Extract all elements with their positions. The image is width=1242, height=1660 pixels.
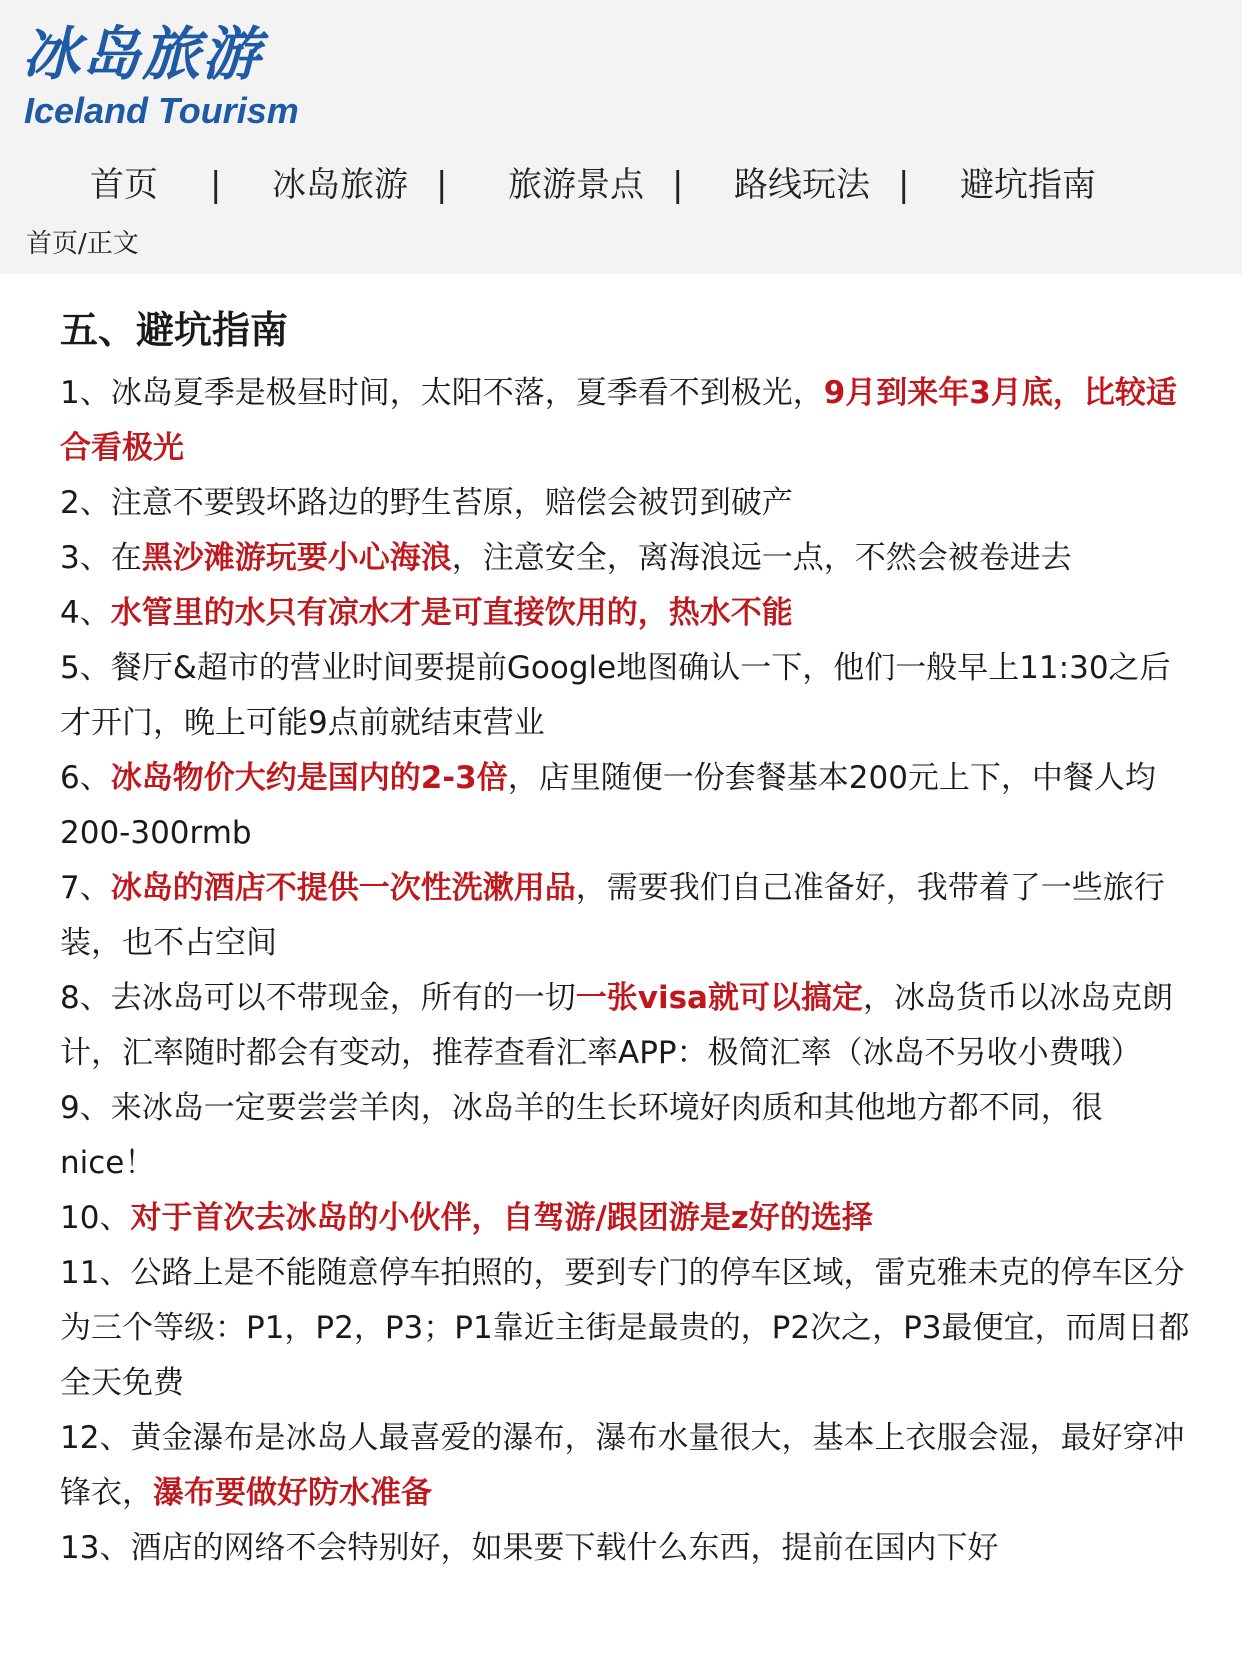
tip-highlight: 黑沙滩游玩要小心海浪 bbox=[141, 540, 452, 576]
nav-separator: | bbox=[672, 165, 684, 205]
tip-text: 4、 bbox=[60, 595, 111, 631]
tip-item bbox=[60, 1521, 1190, 1576]
nav-item-home[interactable]: 首页 bbox=[90, 165, 158, 205]
article-body bbox=[60, 300, 1190, 1576]
nav-item-iceland-travel[interactable]: 冰岛旅游 bbox=[272, 165, 408, 205]
tip-item bbox=[60, 366, 1190, 476]
tip-item bbox=[60, 641, 1190, 751]
tip-text: 2、注意不要毁坏路边的野生苔原，赔偿会被罚到破产 bbox=[60, 485, 793, 521]
tip-text: ，需要我们自己准备好，我带着了一些旅行装，也不占空间 bbox=[60, 870, 1165, 961]
tip-item bbox=[60, 1246, 1190, 1411]
tip-highlight: 冰岛的酒店不提供一次性洗漱用品 bbox=[110, 870, 576, 906]
tip-text: 12、黄金瀑布是冰岛人最喜爱的瀑布，瀑布水量很大，基本上衣服会湿，最好穿冲锋衣， bbox=[60, 1420, 1185, 1511]
tip-highlight: 冰岛物价大约是国内的2-3倍 bbox=[110, 760, 508, 796]
tip-highlight: 水管里的水只有凉水才是可直接饮用的，热水不能 bbox=[110, 595, 793, 631]
tip-text: 3、在 bbox=[60, 540, 142, 576]
tip-text: 13、酒店的网络不会特别好，如果要下载什么东西，提前在国内下好 bbox=[60, 1530, 999, 1566]
tip-item bbox=[60, 1411, 1190, 1521]
tip-highlight: 对于首次去冰岛的小伙伴，自驾游/跟团游是z好的选择 bbox=[130, 1200, 873, 1236]
breadcrumb[interactable]: 首页/正文 bbox=[26, 229, 139, 259]
tip-item bbox=[60, 476, 1190, 531]
tip-text: 7、 bbox=[60, 870, 111, 906]
main-nav bbox=[0, 158, 1242, 212]
section-title: 五、避坑指南 bbox=[60, 308, 289, 352]
tip-item bbox=[60, 861, 1190, 971]
tip-text: ，注意安全，离海浪远一点，不然会被卷进去 bbox=[451, 540, 1072, 576]
tip-text: 8、去冰岛可以不带现金，所有的一切 bbox=[60, 980, 576, 1016]
tip-item bbox=[60, 531, 1190, 586]
tip-highlight: 一张visa就可以搞定 bbox=[575, 980, 863, 1016]
tip-highlight: 瀑布要做好防水准备 bbox=[153, 1475, 432, 1511]
tip-text: 11、公路上是不能随意停车拍照的，要到专门的停车区域，雷克雅未克的停车区分为三个等级：P1，P2，P3；P1靠近主街是最贵的，P2次之，P3最便宜，而周日都全天免费 bbox=[60, 1255, 1190, 1401]
tip-text: 9、来冰岛一定要尝尝羊肉，冰岛羊的生长环境好肉质和其他地方都不同，很nice！ bbox=[60, 1090, 1103, 1181]
tip-text: 10、 bbox=[60, 1200, 131, 1236]
nav-separator: | bbox=[898, 165, 910, 205]
tip-item bbox=[60, 1191, 1190, 1246]
tip-highlight: 9月到来年3月底，比较适合看极光 bbox=[60, 375, 1177, 466]
site-header bbox=[0, 0, 1242, 274]
nav-item-pitfall-guide[interactable]: 避坑指南 bbox=[960, 165, 1096, 205]
nav-item-routes[interactable]: 路线玩法 bbox=[734, 165, 870, 205]
tip-item bbox=[60, 586, 1190, 641]
tip-text: 6、 bbox=[60, 760, 111, 796]
nav-separator: | bbox=[436, 165, 448, 205]
tip-text: ，冰岛货币以冰岛克朗计，汇率随时都会有变动，推荐查看汇率APP：极简汇率（冰岛不另收小费哦） bbox=[60, 980, 1173, 1071]
site-logo-cn[interactable]: 冰岛旅游 bbox=[22, 20, 263, 88]
tip-item bbox=[60, 751, 1190, 861]
nav-item-attractions[interactable]: 旅游景点 bbox=[508, 165, 644, 205]
tip-item bbox=[60, 1081, 1190, 1191]
tip-text: ，店里随便一份套餐基本200元上下，中餐人均200-300rmb bbox=[60, 760, 1156, 851]
tip-text: 1、冰岛夏季是极昼时间，太阳不落，夏季看不到极光， bbox=[60, 375, 824, 411]
tip-item bbox=[60, 971, 1190, 1081]
tip-text: 5、餐厅&超市的营业时间要提前Google地图确认一下，他们一般早上11:30之后才开门，晚上可能9点前就结束营业 bbox=[60, 650, 1171, 741]
nav-separator: | bbox=[210, 165, 222, 205]
site-logo-en[interactable]: Iceland Tourism bbox=[24, 90, 299, 131]
